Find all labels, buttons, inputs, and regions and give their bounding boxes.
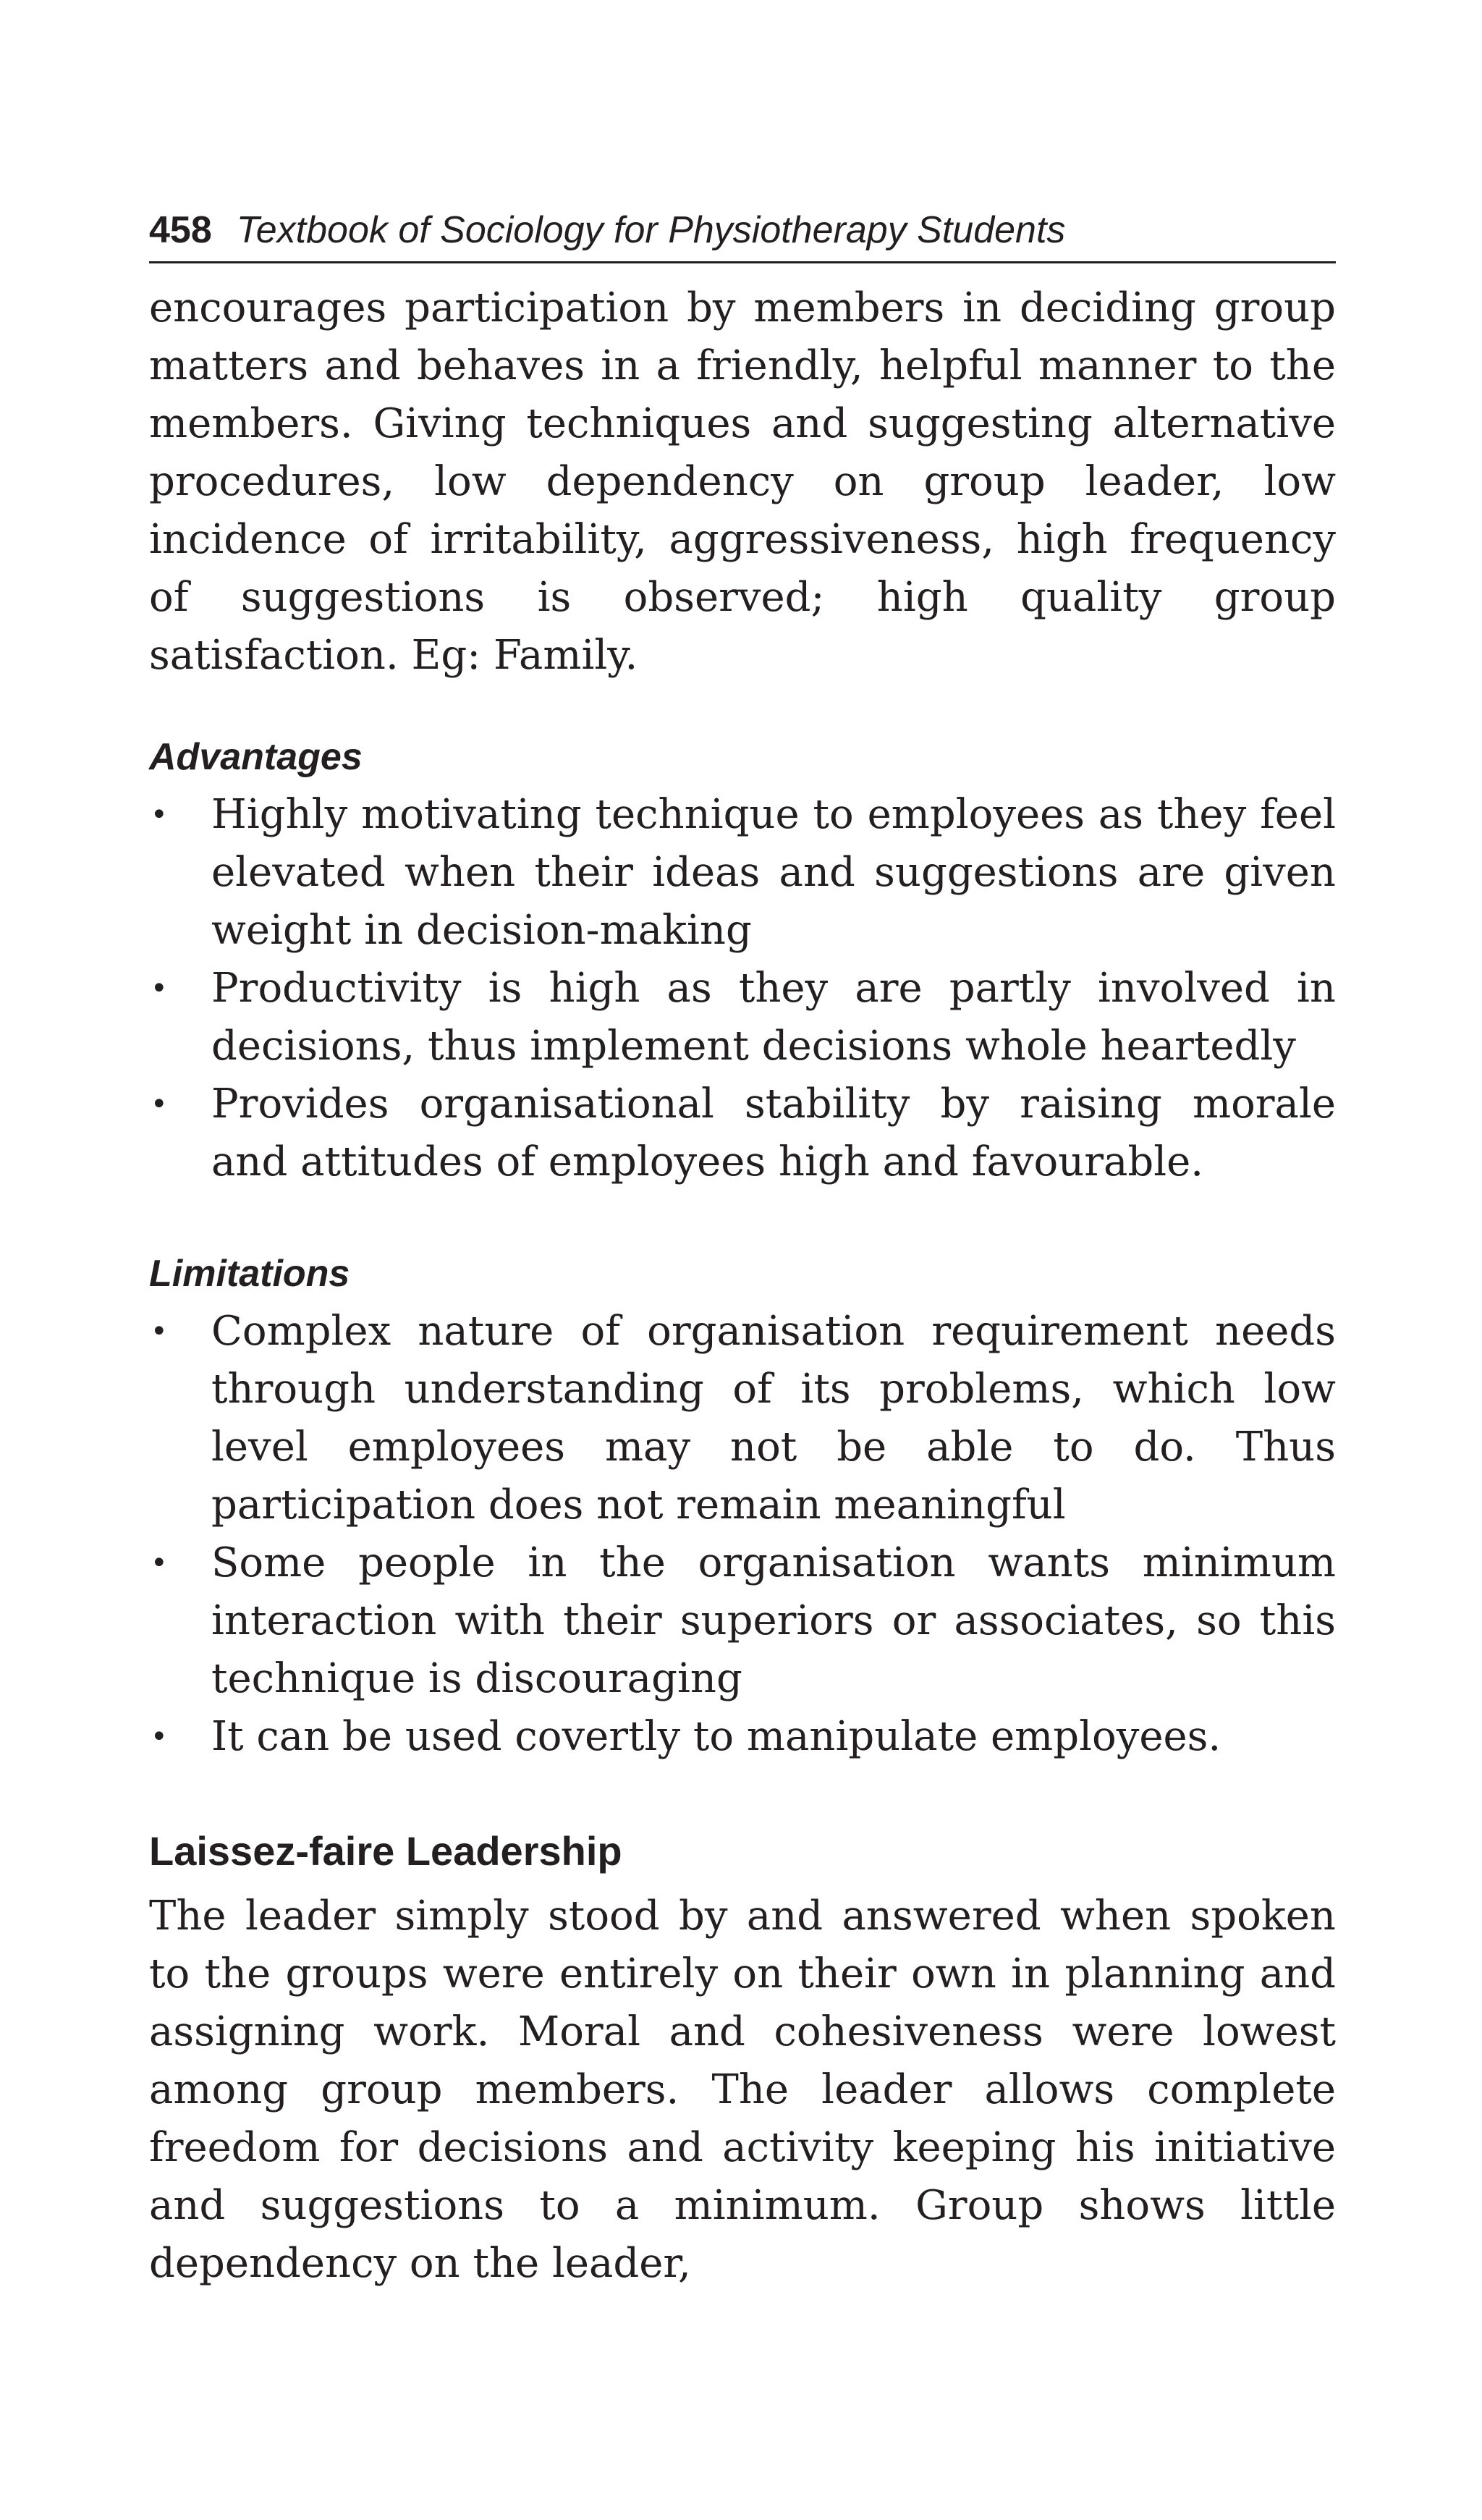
intro-paragraph: encourages participation by members in deciding group matters and behaves in a friendly, helpful manner to the members. Giving techniques and suggesting alternative procedures, low dependency on group leader, low incidence of irritability, aggressiveness, high frequency of suggestions is observed; high quality group satisfaction. Eg: Family. (149, 284, 1336, 679)
advantages-heading: Advantages (149, 736, 363, 778)
bullet-icon: • (151, 1315, 168, 1348)
list-item (149, 960, 1336, 1075)
section-heading: Laissez-faire Leadership (149, 1828, 622, 1874)
list-item (149, 1708, 1336, 1766)
book-title: Textbook of Sociology for Physiotherapy Students (236, 209, 1066, 251)
limitation-text: Complex nature of organisation requirement needs through understanding of its problems, which low level employees may not be able to do. Thus participation does not remain meaningful (211, 1308, 1336, 1529)
advantage-text: Productivity is high as they are partly involved in decisions, thus implement decisions whole heartedly (211, 965, 1336, 1070)
list-item (149, 1534, 1336, 1708)
advantage-text: Highly motivating technique to employees as they feel elevated when their ideas and suggestions are given weight in decision-making (211, 791, 1336, 954)
list-item (149, 1303, 1336, 1534)
list-item (149, 1075, 1336, 1191)
bullet-icon: • (151, 1720, 168, 1754)
running-header (149, 210, 1336, 263)
limitations-list (149, 1303, 1336, 1766)
bullet-icon: • (151, 798, 168, 832)
bullet-icon: • (151, 1547, 168, 1580)
limitation-text: It can be used covertly to manipulate employees. (211, 1713, 1221, 1760)
bullet-icon: • (151, 1088, 168, 1121)
book-page (149, 210, 1336, 2293)
bullet-icon: • (151, 972, 168, 1005)
limitations-heading: Limitations (149, 1253, 350, 1295)
page-number: 458 (149, 209, 212, 251)
list-item (149, 786, 1336, 960)
advantage-text: Provides organisational stability by raising morale and attitudes of employees high and favourable. (211, 1081, 1336, 1185)
advantages-list (149, 786, 1336, 1191)
laissez-faire-paragraph: The leader simply stood by and answered when spoken to the groups were entirely on their own in planning and assigning work. Moral and cohesiveness were lowest among group members. The leader allows complete freedom for decisions and activity keeping his initiative and suggestions to a minimum. Group shows little dependency on the leader, (149, 1893, 1336, 2287)
limitation-text: Some people in the organisation wants minimum interaction with their superiors or associates, so this technique is discouraging (211, 1539, 1336, 1702)
